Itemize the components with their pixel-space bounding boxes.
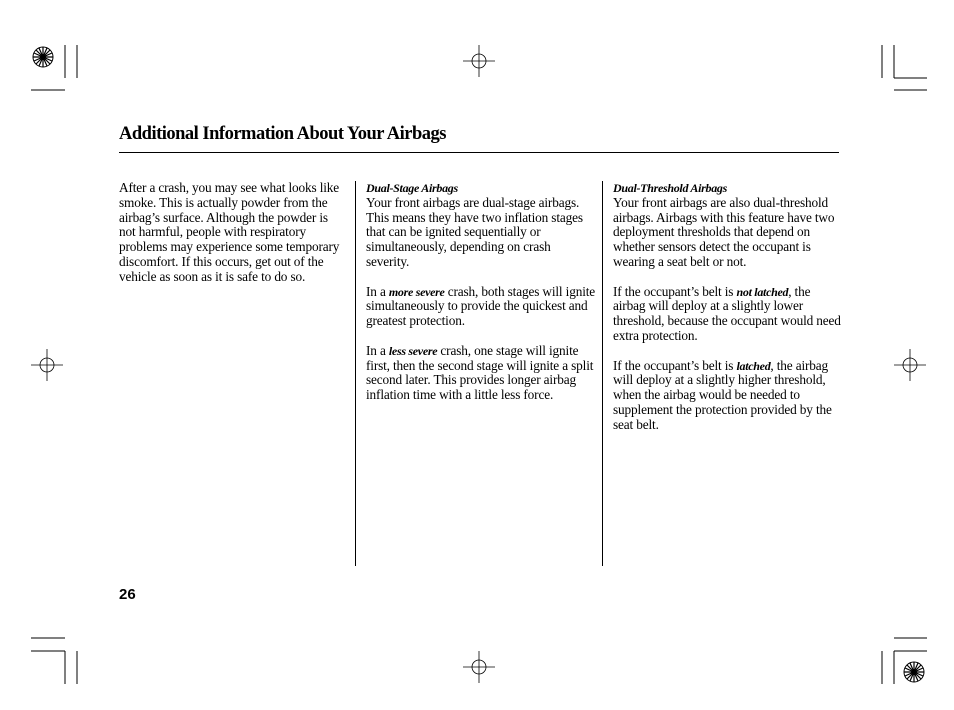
emphasis: less severe: [388, 343, 438, 358]
emphasis: not latched: [736, 284, 789, 299]
paragraph: Your front airbags are also dual-threshold airbags. Airbags with this feature have two deployment thresholds that depend on whether sensors detect the occupant is wearing a seat belt or not.: [613, 194, 835, 269]
emphasis: latched: [736, 358, 771, 373]
column-dual-stage: [366, 181, 596, 418]
section-heading: Dual-Threshold Airbags: [613, 181, 727, 195]
paragraph: Your front airbags are dual-stage airbags. This means they have two inflation stages that can be ignited sequentially or simultaneously, depending on crash severity.: [366, 194, 583, 269]
paragraph: If the occupant’s belt is latched, the airbag will deploy at a slightly higher threshold, when the airbag would be needed to supplement the protection provided by the seat belt.: [613, 357, 832, 432]
column-divider: [602, 181, 603, 566]
emphasis: more severe: [388, 284, 445, 299]
section-heading: Dual-Stage Airbags: [366, 181, 458, 195]
paragraph: In a less severe crash, one stage will ignite first, then the second stage will ignite a split second later. This provides longer airbag inflation time with a little less force.: [366, 342, 594, 403]
paragraph: If the occupant’s belt is not latched, the airbag will deploy at a slightly lower threshold, because the occupant would need extra protection.: [613, 283, 841, 343]
column-divider: [355, 181, 356, 566]
page-number: 26: [119, 586, 136, 603]
paragraph: In a more severe crash, both stages will ignite simultaneously to provide the quickest and greatest protection.: [366, 283, 596, 329]
page-title: Additional Information About Your Airbags: [119, 124, 446, 144]
paragraph: After a crash, you may see what looks like smoke. This is actually powder from the airbag’s surface. Although the powder is not harmful, people with respiratory problems may experience some temporary discomfort. If this occurs, get out of the vehicle as soon as it is safe to do so.: [119, 180, 340, 284]
title-rule: [119, 152, 839, 153]
column-dual-threshold: [613, 181, 841, 447]
column-smoke-info: [119, 181, 347, 299]
